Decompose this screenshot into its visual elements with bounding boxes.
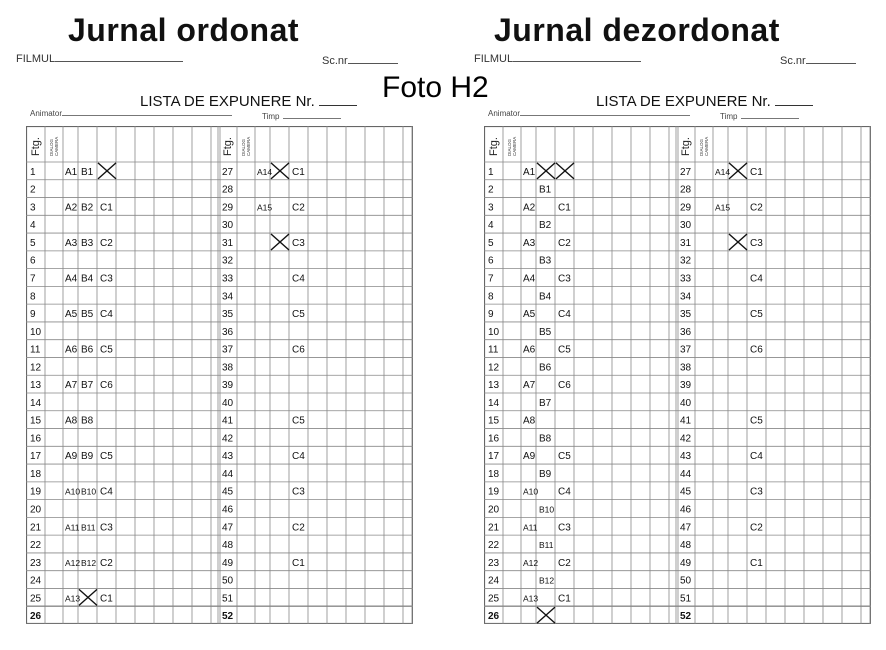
frame-number: 31 [222,237,234,249]
cell-c: C2 [292,522,305,534]
frame-number: 43 [222,451,234,463]
photo-label: Foto H2 [382,71,489,104]
scene-number-field: Sc.nr [780,54,856,67]
cell-a: A7 [523,380,536,392]
frame-number: 48 [680,540,692,552]
cell-a: A12 [65,557,81,568]
frame-number: 47 [222,522,234,534]
frame-number: 11 [30,344,41,356]
cell-c: C3 [750,237,763,249]
frame-number: 13 [488,380,500,392]
frame-number: 32 [222,255,234,267]
header-ftg: Ftg. [680,137,692,156]
cell-c: C3 [558,273,571,285]
frame-number: 45 [680,486,692,498]
cell-b: B8 [81,415,94,427]
frame-number: 45 [222,486,234,498]
cell-a: A6 [65,344,78,356]
cell-a: A15 [257,202,273,213]
frame-number: 38 [680,362,692,374]
cell-a: A5 [65,309,78,321]
cell-b: B12 [539,575,555,586]
animator-field: Animator [30,109,232,118]
cell-c: C4 [100,486,113,498]
cell-c: C6 [750,344,763,356]
cell-a: A12 [523,557,539,568]
frame-number: 21 [30,522,42,534]
frame-number: 24 [488,575,500,587]
cell-a: A4 [65,273,78,285]
frame-number: 41 [680,415,692,427]
frame-number: 8 [488,291,494,303]
cell-c: C2 [292,202,305,214]
frame-number: 1 [488,166,494,178]
cell-a: A2 [65,202,78,214]
cell-b: B3 [81,237,94,249]
frame-number: 23 [30,557,42,569]
frame-number: 47 [680,522,692,534]
frame-number: 20 [488,504,500,516]
animator-field: Animator [488,109,690,118]
cell-b: B5 [539,326,552,338]
frame-number: 9 [488,309,494,321]
exposure-list-heading: LISTA DE EXPUNERE Nr. [140,93,357,110]
frame-number: 29 [222,202,234,214]
header-camera: CAMERA [704,136,709,156]
header-dialog: DIALOG [49,138,54,156]
cell-c: C2 [750,522,763,534]
cell-a: A5 [523,309,536,321]
cell-c: C2 [558,237,571,249]
cell-b: B5 [81,309,94,321]
frame-number: 40 [222,397,234,409]
frame-number: 42 [680,433,692,445]
cell-a: A1 [65,166,78,178]
frame-number: 44 [680,468,692,480]
cell-c: C5 [558,344,571,356]
time-field: Timp [720,112,799,121]
frame-number: 2 [488,184,494,196]
frame-number: 5 [30,237,36,249]
frame-number: 36 [222,326,234,338]
cell-b: B3 [539,255,552,267]
header-ftg: Ftg. [30,137,42,156]
frame-number: 4 [488,220,494,232]
frame-number: 39 [222,380,234,392]
cell-c: C1 [100,593,113,605]
cell-a: A13 [523,593,539,604]
cell-c: C4 [750,273,763,285]
cell-c: C6 [292,344,305,356]
frame-number: 22 [488,540,500,552]
header-dialog: DIALOG [699,138,704,156]
frame-number: 52 [222,611,234,623]
frame-number: 49 [222,557,234,569]
cell-a: A9 [65,451,78,463]
frame-number: 32 [680,255,692,267]
cell-c: C2 [750,202,763,214]
cell-c: C5 [100,451,113,463]
cell-c: C4 [558,309,571,321]
frame-number: 33 [222,273,234,285]
cell-b: B2 [539,220,552,232]
frame-number: 23 [488,557,500,569]
cell-c: C2 [558,557,571,569]
frame-number: 10 [30,326,42,338]
frame-number: 8 [30,291,36,303]
frame-number: 14 [30,397,42,409]
frame-number: 11 [488,344,499,356]
frame-number: 6 [30,255,36,267]
frame-number: 25 [488,593,500,605]
header-ftg: Ftg. [222,137,234,156]
time-field: Timp [262,112,341,121]
cell-c: C4 [292,273,305,285]
cell-c: C3 [100,273,113,285]
frame-number: 4 [30,220,36,232]
cell-c: C1 [558,593,571,605]
frame-number: 16 [30,433,42,445]
frame-number: 35 [680,309,692,321]
frame-number: 33 [680,273,692,285]
cell-a: A4 [523,273,536,285]
cell-c: C1 [750,166,763,178]
frame-number: 7 [30,273,36,285]
frame-number: 22 [30,540,42,552]
filmul-field: FILMUL [474,52,641,65]
frame-number: 50 [680,575,692,587]
cell-b: B6 [81,344,94,356]
frame-number: 37 [680,344,692,356]
cell-b: B11 [539,540,554,551]
cell-c: C5 [292,415,305,427]
frame-number: 13 [30,380,42,392]
cell-a: A3 [523,237,536,249]
cell-a: A3 [65,237,78,249]
frame-number: 19 [30,486,42,498]
frame-number: 18 [488,468,500,480]
cell-b: B9 [539,468,552,480]
cell-a: A14 [715,166,731,177]
cell-a: A10 [523,486,539,497]
frame-number: 34 [680,291,692,303]
frame-number: 39 [680,380,692,392]
cell-b: B1 [81,166,94,178]
frame-number: 15 [30,415,42,427]
frame-number: 43 [680,451,692,463]
frame-number: 21 [488,522,500,534]
header-dialog: DIALOG [507,138,512,156]
header-ftg: Ftg. [488,137,500,156]
frame-number: 3 [488,202,494,214]
header-camera: CAMERA [246,136,251,156]
frame-number: 40 [680,397,692,409]
cell-a: A8 [523,415,536,427]
frame-number: 52 [680,611,692,623]
frame-number: 26 [30,611,42,623]
header-dialog: DIALOG [241,138,246,156]
frame-number: 6 [488,255,494,267]
frame-number: 5 [488,237,494,249]
cell-a: A9 [523,451,536,463]
frame-number: 50 [222,575,234,587]
cell-c: C5 [750,415,763,427]
cell-a: A1 [523,166,536,178]
cell-c: C1 [292,557,305,569]
cell-c: C4 [750,451,763,463]
cell-a: A14 [257,166,273,177]
exposure-list-heading: LISTA DE EXPUNERE Nr. [596,93,813,110]
cell-c: C3 [750,486,763,498]
frame-number: 17 [488,451,500,463]
frame-number: 51 [680,593,692,605]
cell-b: B2 [81,202,94,214]
cell-b: B12 [81,557,97,568]
cell-a: A7 [65,380,78,392]
cell-c: C5 [750,309,763,321]
frame-number: 27 [680,166,692,178]
cell-c: C6 [558,380,571,392]
frame-number: 2 [30,184,36,196]
sheet-title: Jurnal ordonat [68,12,300,48]
cell-c: C2 [100,557,113,569]
cell-c: C4 [558,486,571,498]
frame-number: 51 [222,593,234,605]
frame-number: 20 [30,504,42,516]
sheet-title: Jurnal dezordonat [494,12,780,48]
frame-number: 25 [30,593,42,605]
cell-b: B4 [81,273,94,285]
cell-c: C3 [100,522,113,534]
frame-number: 27 [222,166,234,178]
frame-number: 15 [488,415,500,427]
cell-c: C5 [558,451,571,463]
frame-number: 49 [680,557,692,569]
cell-b: B10 [81,486,97,497]
header-camera: CAMERA [512,136,517,156]
frame-number: 9 [30,309,36,321]
cell-b: B11 [81,522,96,533]
exposure-grid [26,126,413,624]
cell-c: C5 [100,344,113,356]
cell-c: C1 [292,166,305,178]
cell-c: C6 [100,380,113,392]
frame-number: 36 [680,326,692,338]
cell-b: B7 [81,380,94,392]
cell-a: A11 [523,522,538,533]
cell-b: B1 [539,184,552,196]
frame-number: 26 [488,611,500,623]
cell-c: C3 [292,486,305,498]
cell-c: C4 [100,309,113,321]
cell-c: C5 [292,309,305,321]
frame-number: 46 [680,504,692,516]
frame-number: 18 [30,468,42,480]
frame-number: 16 [488,433,500,445]
frame-number: 14 [488,397,500,409]
frame-number: 41 [222,415,234,427]
frame-number: 19 [488,486,500,498]
cell-c: C3 [292,237,305,249]
filmul-field: FILMUL [16,52,183,65]
cell-c: C4 [292,451,305,463]
cell-a: A10 [65,486,81,497]
frame-number: 38 [222,362,234,374]
cell-b: B8 [539,433,552,445]
scene-number-field: Sc.nr [322,54,398,67]
frame-number: 46 [222,504,234,516]
frame-number: 37 [222,344,234,356]
frame-number: 35 [222,309,234,321]
frame-number: 29 [680,202,692,214]
cell-a: A11 [65,522,80,533]
cell-a: A15 [715,202,731,213]
frame-number: 24 [30,575,42,587]
cell-b: B10 [539,504,555,515]
frame-number: 17 [30,451,42,463]
frame-number: 28 [680,184,692,196]
cell-b: B9 [81,451,94,463]
cell-c: C3 [558,522,571,534]
frame-number: 31 [680,237,692,249]
frame-number: 28 [222,184,234,196]
cell-c: C1 [750,557,763,569]
frame-number: 48 [222,540,234,552]
frame-number: 44 [222,468,234,480]
frame-number: 1 [30,166,36,178]
frame-number: 30 [680,220,692,232]
frame-number: 3 [30,202,36,214]
frame-number: 30 [222,220,234,232]
frame-number: 12 [488,362,500,374]
cell-c: C2 [100,237,113,249]
header-camera: CAMERA [54,136,59,156]
cell-c: C1 [558,202,571,214]
cell-a: A8 [65,415,78,427]
cell-a: A6 [523,344,536,356]
sheet-ordonat [12,0,432,650]
cell-b: B4 [539,291,552,303]
frame-number: 7 [488,273,494,285]
cell-a: A13 [65,593,81,604]
sheet-dezordonat [470,0,886,650]
frame-number: 10 [488,326,500,338]
cell-a: A2 [523,202,536,214]
exposure-grid [484,126,871,624]
frame-number: 12 [30,362,42,374]
cell-b: B6 [539,362,552,374]
cell-c: C1 [100,202,113,214]
cell-b: B7 [539,397,552,409]
frame-number: 42 [222,433,234,445]
frame-number: 34 [222,291,234,303]
